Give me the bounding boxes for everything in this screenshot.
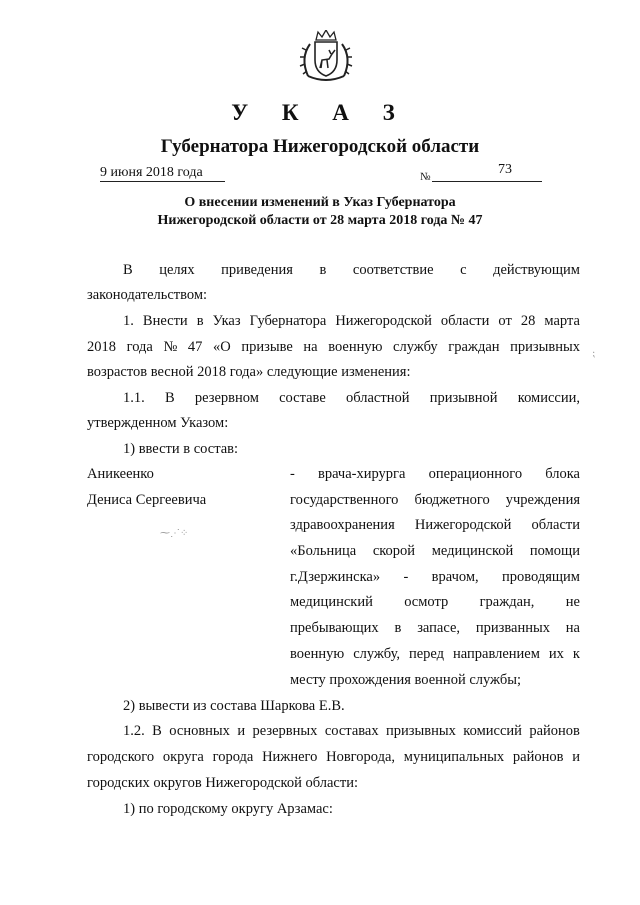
word: от <box>498 313 512 329</box>
word: приведения <box>221 262 293 278</box>
person-desc-line <box>290 594 580 611</box>
word: блока <box>545 466 580 482</box>
word: целях <box>159 262 195 278</box>
word: соответствие <box>352 262 434 278</box>
word: Нижегородской <box>414 517 512 533</box>
preamble-line1 <box>123 262 580 279</box>
word: В <box>164 390 175 406</box>
word: резервных <box>252 723 318 739</box>
person-desc-line <box>290 543 580 560</box>
word: здравоохранения <box>290 517 395 533</box>
word: 47 <box>187 339 203 355</box>
word: врачом, <box>431 569 479 585</box>
paragraph11-line2: утвержденном Указом: <box>87 415 229 431</box>
word: пребывающих <box>290 620 379 636</box>
word: «О <box>213 339 231 355</box>
word: 28 <box>520 313 536 329</box>
number-sign: № <box>420 171 431 183</box>
word: в <box>196 313 204 329</box>
word: и <box>572 749 580 765</box>
word: направлением <box>453 646 540 662</box>
scan-smudge: ⁏ <box>592 348 596 359</box>
paragraph12-line2 <box>87 749 580 766</box>
word: операционного <box>428 466 523 482</box>
word: области <box>531 517 580 533</box>
word: городского <box>87 749 155 765</box>
person-desc-line <box>290 517 580 534</box>
preamble-line2: законодательством: <box>87 287 208 303</box>
word: Губернатора <box>249 313 327 329</box>
word: бюджетного <box>414 492 490 508</box>
word: скорой <box>372 543 416 559</box>
person-desc-line <box>290 646 580 663</box>
number-underline <box>432 181 542 182</box>
word: призывной <box>429 390 498 406</box>
word: граждан <box>448 339 500 355</box>
word: районов <box>529 723 580 739</box>
word: комиссии, <box>517 390 580 406</box>
person-desc-line <box>290 569 580 586</box>
word: их <box>548 646 564 662</box>
word: областной <box>345 390 410 406</box>
person-desc-line: месту прохождения военной службы; <box>290 672 522 688</box>
word: В <box>123 262 133 278</box>
document-subtitle: Губернатора Нижегородской области <box>160 136 480 157</box>
paragraph1-line2 <box>87 339 580 356</box>
word: учреждения <box>505 492 580 508</box>
word: на <box>303 339 318 355</box>
word: округа <box>162 749 204 765</box>
scan-smudge: ⁓⋰⁘ <box>160 528 189 539</box>
word: не <box>565 594 580 610</box>
word: врача-хирурга <box>317 466 406 482</box>
item-remove-from-composition: 2) вывести из состава Шаркова Е.В. <box>123 698 345 714</box>
word: - <box>403 569 409 585</box>
word: Новгорода, <box>326 749 396 765</box>
word: медицинский <box>290 594 373 610</box>
word: службу <box>393 339 438 355</box>
word: составе <box>279 390 326 406</box>
word: на <box>565 620 580 636</box>
word: г.Дзержинска» <box>290 569 381 585</box>
word: помощи <box>529 543 580 559</box>
word: медицинской <box>431 543 514 559</box>
word: в <box>394 620 402 636</box>
person-desc-line <box>290 466 580 483</box>
word: призванных <box>475 620 550 636</box>
word: города <box>212 749 254 765</box>
word: основных <box>169 723 230 739</box>
word: граждан, <box>479 594 535 610</box>
word: перед <box>408 646 445 662</box>
word: в <box>319 262 327 278</box>
word: резервном <box>194 390 259 406</box>
word: муниципальных <box>403 749 505 765</box>
word: призывных <box>510 339 580 355</box>
word: 1. <box>123 313 134 329</box>
word: службу, <box>353 646 400 662</box>
word: области <box>440 313 490 329</box>
person-surname: Аникеенко <box>87 466 154 482</box>
word: года <box>126 339 153 355</box>
decree-heading-line1: О внесении изменений в Указ Губернатора <box>184 195 456 210</box>
paragraph1-line3: возрастов весной 2018 года» следующие изменения: <box>87 364 411 380</box>
word: с <box>460 262 467 278</box>
word: «Больница <box>290 543 357 559</box>
person-name: Дениса Сергеевича <box>87 492 207 508</box>
word: государственного <box>290 492 399 508</box>
word: 1.1. <box>123 390 145 406</box>
word: и <box>237 723 246 739</box>
person-desc-line <box>290 620 580 637</box>
coat-of-arms-emblem <box>296 30 356 84</box>
word: 2018 <box>87 339 116 355</box>
word: Нижнего <box>262 749 318 765</box>
word: Нижегородской <box>335 313 432 329</box>
date-underline <box>100 181 225 182</box>
word: 1.2. <box>123 723 145 739</box>
word: № <box>163 339 178 355</box>
decree-number: 73 <box>498 162 512 177</box>
word: районов <box>512 749 564 765</box>
paragraph12-line3: городских округов Нижегородской области: <box>87 775 358 791</box>
word: призыве <box>241 339 293 355</box>
paragraph12-line1 <box>123 723 580 740</box>
word: запасе, <box>417 620 461 636</box>
word: призывных <box>386 723 456 739</box>
word: Внести <box>142 313 188 329</box>
item-arzamas-district: 1) по городскому округу Арзамас: <box>123 801 333 817</box>
word: военную <box>328 339 383 355</box>
paragraph11-line1 <box>123 390 580 407</box>
word: к <box>572 646 580 662</box>
item-add-to-composition: 1) ввести в состав: <box>123 441 239 457</box>
document-title: У К А З <box>231 100 409 125</box>
word: действующим <box>493 262 580 278</box>
word: - <box>290 466 295 482</box>
word: В <box>152 723 162 739</box>
decree-date: 9 июня 2018 года <box>100 165 203 180</box>
paragraph1-line1 <box>123 313 580 330</box>
word: осмотр <box>404 594 449 610</box>
word: составах <box>324 723 379 739</box>
word: проводящим <box>502 569 580 585</box>
word: марта <box>544 313 580 329</box>
decree-heading-line2: Нижегородской области от 28 марта 2018 года № 47 <box>157 213 483 228</box>
word: военную <box>290 646 345 662</box>
person-desc-line <box>290 492 580 509</box>
word: комиссий <box>463 723 522 739</box>
word: Указ <box>212 313 241 329</box>
